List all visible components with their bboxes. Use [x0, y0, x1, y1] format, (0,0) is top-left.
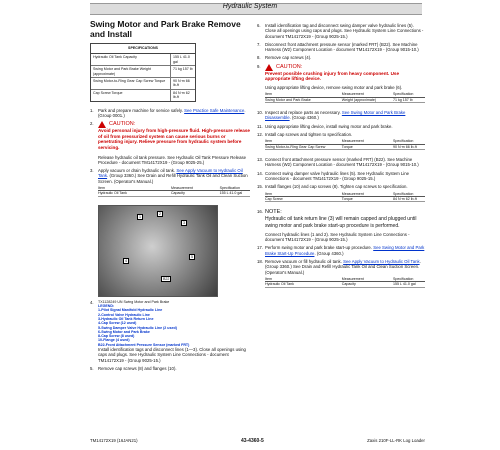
- table-row: [265, 282, 425, 287]
- step-text: Remove cap screws (4).: [265, 55, 312, 61]
- footer-doc-id: TM14172X19 (16JAN21): [90, 438, 138, 443]
- callout-label: 4: [125, 258, 127, 263]
- step-15: [257, 184, 425, 206]
- caution-block-2: [257, 64, 425, 107]
- col-specification: Specification: [392, 139, 414, 144]
- header-title: Hydraulic System: [222, 3, 278, 10]
- footer-page-number: 43-4360-5: [240, 438, 264, 444]
- spec-table-small: [265, 277, 425, 288]
- step-tail: . (Group 0001.): [98, 107, 246, 118]
- cell: 90 N·m 66 lb-ft: [392, 144, 417, 149]
- step-text: [265, 245, 425, 256]
- col-measurement: Measurement: [341, 139, 364, 144]
- cell: 71 kg 157 lb: [392, 97, 413, 102]
- col-item: Item: [98, 186, 105, 190]
- cell: Torque: [341, 196, 353, 201]
- spec-row: [91, 78, 195, 90]
- col-measurement: Measurement: [341, 92, 364, 97]
- step-text: [98, 108, 250, 119]
- legend-item: B22-Front Attachment Pressure Sensor (marked FRT): [98, 342, 190, 347]
- spec-item: Hydraulic Oil Tank Capacity: [91, 54, 171, 65]
- col-item: Item: [265, 276, 272, 281]
- spec-table-small: [265, 192, 425, 203]
- step-text: Connect hydraulic lines (1 and 2). See Hydraulic System Line Connections - document TM14172X19 - (Group 9025-15.): [265, 231, 410, 243]
- step-text: [265, 184, 425, 206]
- step-3: [90, 168, 250, 201]
- step-connect-lines: [257, 232, 425, 243]
- col-item: Item: [265, 139, 272, 144]
- step-number: 17.: [257, 245, 263, 251]
- cell: Capacity: [170, 191, 185, 196]
- cell: 155 L 41.0 gal: [219, 191, 243, 196]
- step-number: 15.: [257, 184, 263, 190]
- step-body: Inspect and replace parts as necessary.: [265, 110, 341, 116]
- step-body: Remove vacuum or fill hydraulic oil tank.: [265, 258, 342, 264]
- step-text: [265, 132, 425, 154]
- callout-label: 1: [139, 214, 141, 219]
- legend-item: 6-Swing Motor and Park Brake: [98, 329, 150, 334]
- spec-caption: SPECIFICATIONS: [91, 44, 195, 54]
- step-number: 9.: [257, 63, 261, 69]
- spec-table-small: [98, 186, 250, 197]
- spec-table-small: [265, 139, 425, 150]
- cell: 84 N·m 62 lb-ft: [392, 196, 417, 201]
- callout-label: B22: [163, 276, 170, 281]
- release-pressure-text: Release hydraulic oil tank pressure. See Hydraulic Oil Tank Pressure Release Procedure - document TM14172X19 - (Group 9025-25.): [98, 154, 246, 165]
- spec-item: Swing Motor and Park Brake Weight (approximate): [91, 66, 171, 77]
- step-number: 8.: [257, 55, 261, 61]
- step-6: [257, 23, 425, 39]
- step-number: 12.: [257, 131, 263, 137]
- spec-row: [91, 90, 195, 101]
- step-text: [98, 168, 250, 201]
- caution-text: Avoid personal injury from high-pressure fluid. High-pressure release of oil from pressurized system can cause serious burns or penetrating injury. Relieve pressure from hydraulic system before servicing.: [98, 128, 250, 150]
- step-number: 1.: [90, 107, 94, 113]
- step-18: [257, 259, 425, 292]
- callout-label: 5: [191, 254, 193, 259]
- caution-body: [98, 121, 250, 165]
- caution-block: [90, 121, 250, 165]
- step-number: 5.: [90, 365, 94, 371]
- col-measurement: Measurement: [341, 191, 364, 196]
- warning-icon: [265, 64, 273, 71]
- step-text: Install identification tag and disconnect swing damper valve hydraulic lines (5). Close all openings using caps and plugs. See Hydraulic System Line Connections - document TM14172X19 - (Group 9025-15.): [265, 23, 424, 39]
- step-number: 11.: [257, 123, 263, 129]
- step-5: [90, 366, 250, 371]
- step-16: [257, 209, 425, 228]
- step-text: Connect front attachment pressure sensor (marked FRT) (B22). See Machine Harness (W2) Component Location - document TM14172X19 - (Group 9015-10.): [265, 157, 419, 168]
- step-number: 2.: [90, 121, 94, 127]
- caution-text: Prevent possible crushing injury from heavy component. Use appropriate lifting device.: [265, 70, 400, 82]
- note-text: Hydraulic oil tank return line (3) will remain capped and plugged until swing motor and park brake start-up procedure is performed.: [265, 216, 417, 229]
- step-tail: . (Group 3360.) See Drain and Refill Hydraulic Tank Oil and Clean Suction Screen. (Operator's Manual.): [98, 173, 248, 184]
- legend-item: 4-Cap Screw (12 used): [98, 321, 137, 326]
- legend-title: LEGEND:: [98, 304, 115, 309]
- callout-label: 2: [159, 211, 161, 216]
- legend-item: 8-Cap Screw (8 used): [98, 334, 135, 339]
- cell: Hydraulic Oil Tank: [98, 191, 127, 196]
- step-13: [257, 157, 425, 168]
- step-tail: . (Group 4360.): [289, 115, 319, 121]
- apply-vacuum-link[interactable]: See Apply Vacuum to Hydraulic Oil Tank: [98, 168, 243, 179]
- step-tail: . (Group 4360.): [314, 250, 344, 256]
- step-body: Install flanges (10) and cap screws (8). Tighten cap screws to specification.: [265, 184, 408, 190]
- step-14: [257, 171, 425, 182]
- callout-label: 3: [183, 220, 185, 225]
- legend-instruction: Install identification tags and disconnect lines (1—3). Close all openings using caps and plugs. See Hydraulic System Line Connections - document TM14172X19 - (Group 9025-15.): [98, 347, 246, 363]
- caution-heading: [265, 64, 425, 71]
- left-column: [90, 20, 250, 374]
- spec-value: 90 N·m 66 lb-ft: [173, 78, 190, 88]
- step-text: Remove cap screws (8) and flanges (10).: [98, 365, 177, 371]
- caution-heading: [98, 121, 250, 128]
- step-1: [90, 108, 250, 119]
- caution-body: [265, 64, 425, 107]
- col-specification: Specification: [219, 186, 240, 190]
- col-measurement: Measurement: [170, 186, 193, 190]
- step-number: [257, 232, 265, 243]
- spec-value: 71 kg 157 lb: [173, 67, 193, 72]
- step-17: [257, 245, 425, 256]
- col-specification: Specification: [392, 276, 414, 281]
- step-number: 3.: [90, 168, 94, 174]
- spec-item: Cap Screw Torque: [91, 90, 171, 101]
- spec-table: [90, 43, 196, 102]
- start-up-procedure-link[interactable]: See Swing Motor and Park Brake Start-Up Procedure: [265, 245, 425, 256]
- table-row: [265, 197, 425, 202]
- step-8: [257, 55, 425, 60]
- step-number: 10.: [257, 110, 263, 116]
- step-body: Apply vacuum or drain hydraulic oil tank.: [98, 168, 176, 174]
- step-4: [90, 300, 250, 363]
- step-number: 6.: [257, 23, 261, 28]
- step-tail: . (Group 3360.) See Drain and Refill Hydraulic Tank Oil and Clean Suction Screen. (Operator's Manual.): [265, 258, 421, 275]
- page-header: [0, 0, 500, 16]
- note-body: [265, 209, 425, 228]
- page-title: Swing Motor and Park Brake Remove and Install: [90, 19, 241, 39]
- spec-value: 84 N·m 62 lb-ft: [173, 90, 190, 100]
- step-number: 14.: [257, 170, 263, 176]
- col-measurement: Measurement: [341, 276, 364, 281]
- col-specification: Specification: [392, 191, 414, 196]
- step-11: [257, 124, 425, 129]
- step-text: Connect swing damper valve hydraulic lines (5). See Hydraulic System Line Connections - document TM14172X19 - (Group 9025-15.): [265, 170, 410, 181]
- step-text: [265, 259, 425, 292]
- table-row: [265, 145, 425, 150]
- col-item: Item: [265, 191, 272, 196]
- cell: Torque: [341, 144, 353, 149]
- step-text: Using appropriate lifting device, install swing motor and park brake.: [265, 123, 393, 129]
- step-7: [257, 42, 425, 53]
- apply-vacuum-link[interactable]: See Apply Vacuum to Hydraulic Oil Tank: [343, 258, 420, 264]
- cell: 155 L 41.0 gal: [392, 282, 416, 287]
- legend-item: 2-Control Valve Hydraulic Line: [98, 312, 150, 317]
- step-number: 16.: [257, 209, 263, 215]
- table-row: [98, 191, 250, 196]
- right-column: [257, 20, 425, 295]
- table-row: [265, 98, 425, 103]
- note-label: NOTE:: [265, 209, 282, 216]
- cell: Swing Motor-to-Ring Gear Cap Screw: [265, 144, 326, 149]
- step-number: 7.: [257, 41, 261, 47]
- step-body: Perform swing motor and park brake start-up procedure.: [265, 245, 372, 251]
- spec-value: 155 L 41.0 gal: [173, 55, 190, 64]
- footer-model: Zaxis 210F-LL-RK Log Loader: [367, 438, 425, 443]
- legend-block: [98, 300, 250, 363]
- spec-row: [91, 66, 195, 78]
- spec-item: Swing Motor-to-Ring Gear Cap Screw Torque: [91, 78, 171, 89]
- step-12: [257, 132, 425, 154]
- cell: Cap Screw: [265, 196, 283, 201]
- disassemble-link[interactable]: See Swing Motor and Park Brake Disassemble: [265, 110, 406, 121]
- step-number: 13.: [257, 157, 263, 163]
- figure-caption: TX1128249 UN Swing Motor and Park Brake: [98, 299, 170, 304]
- caution-label: CAUTION:: [276, 63, 303, 70]
- practice-safe-maintenance-link[interactable]: See Practice Safe Maintenance: [184, 107, 245, 113]
- legend-item: 1-Pilot Signal Manifold Hydraulic Line: [98, 308, 163, 313]
- legend-item: 3-Hydraulic Oil Tank Return Line: [98, 317, 154, 321]
- cell: Weight (approximate): [341, 97, 377, 102]
- col-specification: Specification: [392, 92, 414, 97]
- legend-item: 5-Swing Damper Valve Hydraulic Line (2 used): [98, 325, 177, 330]
- cell: Hydraulic Oil Tank: [265, 282, 294, 287]
- step-number: 4.: [90, 299, 94, 305]
- lift-instruction: Using appropriate lifting device, remove swing motor and park brake (6).: [265, 84, 403, 90]
- spec-row: [91, 54, 195, 66]
- step-10: [257, 110, 425, 121]
- caution-label: CAUTION:: [109, 120, 136, 127]
- page-footer: [90, 438, 425, 444]
- step-body: Install cap screws and tighten to specification.: [265, 131, 353, 137]
- step-text: Disconnect front attachment pressure sensor (marked FRT) (B22). See Machine Harness (W2) Component Location - document TM14172X19 - (Group 9015-10.): [265, 41, 419, 53]
- col-item: Item: [265, 92, 272, 97]
- spec-table-small: [265, 92, 425, 103]
- warning-icon: [98, 121, 106, 128]
- cell: Swing Motor and Park Brake: [265, 97, 311, 102]
- step-body: Park and prepare machine for service safely.: [98, 107, 183, 113]
- swing-motor-photo: [98, 205, 218, 297]
- legend-item: 10-Flange (4 used): [98, 338, 130, 343]
- cell: Capacity: [341, 282, 356, 287]
- step-text: [265, 110, 425, 121]
- step-number: 18.: [257, 258, 263, 264]
